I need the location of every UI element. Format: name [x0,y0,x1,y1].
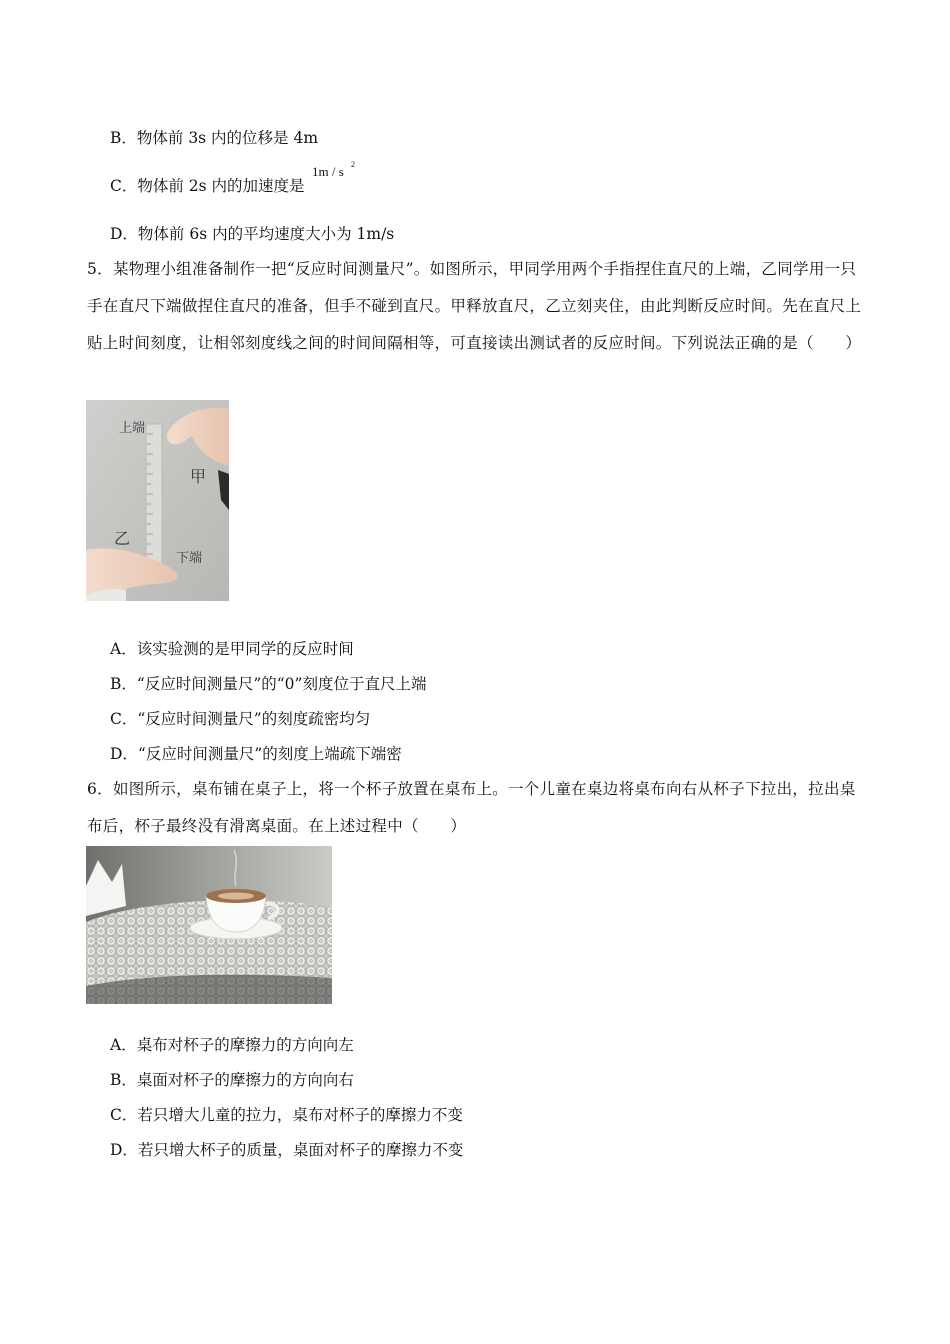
q6-option-d: D．若只增大杯子的质量，桌面对杯子的摩擦力不变 [110,1141,464,1159]
q4-option-c-exponent: 2 [351,160,355,169]
q4-option-d: D．物体前 6s 内的平均速度大小为 1m/s [110,225,395,243]
q5-stem: 5．某物理小组准备制作一把“反应时间测量尺”。如图所示，甲同学用两个手指捏住直尺的上端，乙同学用一只手在直尺下端做捏住直尺的准备，但手不碰到直尺。甲释放直尺，乙立刻夹住，由此判断反应时间。先在直尺上贴上时间刻度，让相邻刻度线之间的时间间隔相等，可直接读出测试者的反应时间。下列说法正确的是（ ） [87,260,862,352]
q5-option-c: C．“反应时间测量尺”的刻度疏密均匀 [110,710,371,728]
q6-option-c: C．若只增大儿童的拉力，桌布对杯子的摩擦力不变 [110,1106,463,1124]
q4-option-c: C．物体前 2s 内的加速度是 [110,177,305,195]
cup-on-tablecloth-illustration [86,846,332,1004]
label-bottom-end: 下端 [176,551,203,566]
q6-stem: 6．如图所示，桌布铺在桌子上，将一个杯子放置在桌布上。一个儿童在桌边将桌布向右从杯子下拉出，拉出桌布后，杯子最终没有滑离桌面。在上述过程中（ ） [87,780,856,835]
label-top-end: 上端 [119,421,146,436]
q5-option-a: A．该实验测的是甲同学的反应时间 [110,640,354,658]
q6-figure-cup-photo [86,846,332,1004]
q5-option-d: D．“反应时间测量尺”的刻度上端疏下端密 [110,745,402,763]
q6-option-b: B．桌面对杯子的摩擦力的方向向右 [110,1071,354,1089]
q4-option-c-formula: 1m / s [312,164,344,179]
q4-option-b: B．物体前 3s 内的位移是 4m [110,129,319,147]
label-yi: 乙 [114,529,131,548]
q5-option-b: B．“反应时间测量尺”的“0”刻度位于直尺上端 [110,675,427,693]
ruler-photo-illustration [86,400,229,601]
label-jia: 甲 [190,467,207,486]
q6-option-a: A．桌布对杯子的摩擦力的方向向左 [110,1036,354,1054]
q5-figure-ruler-photo [86,400,229,601]
